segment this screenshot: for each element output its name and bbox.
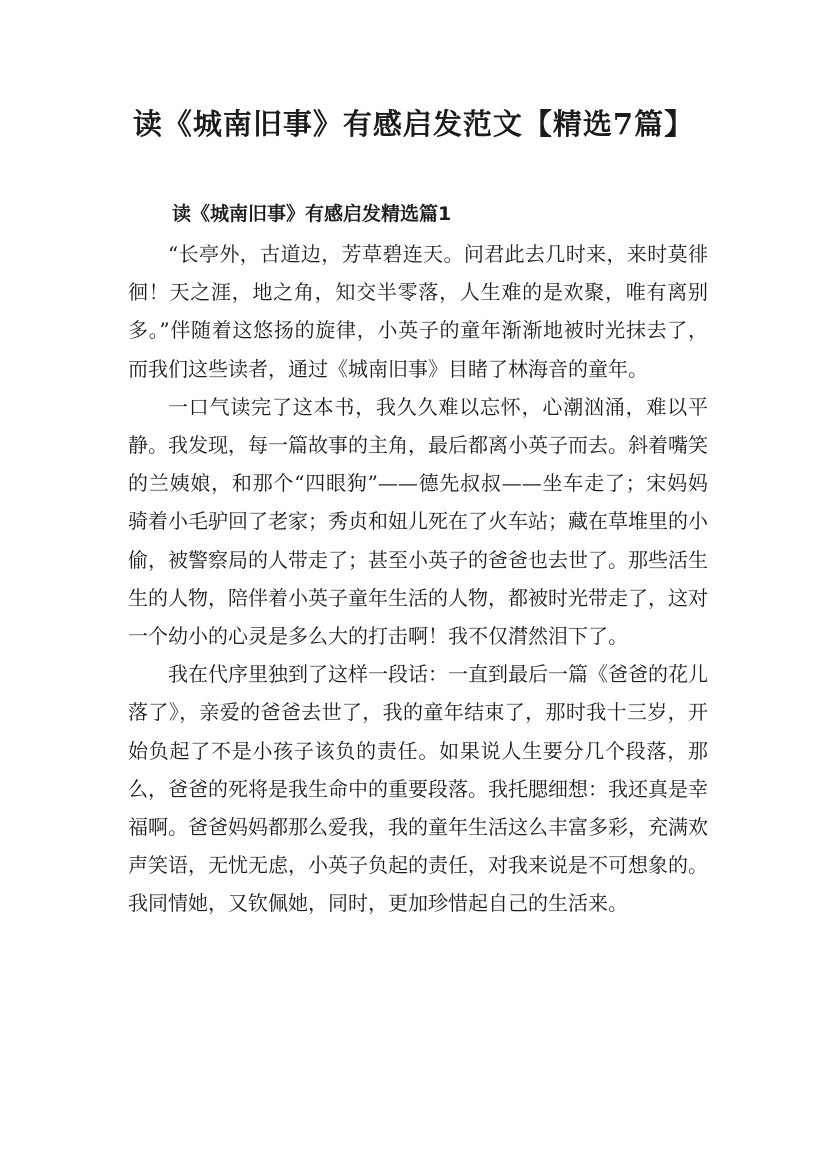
document-title: 读《城南旧事》有感启发范文【精选7篇】 bbox=[132, 107, 695, 141]
paragraph: 一口气读完了这本书，我久久难以忘怀，心潮汹涌，难以平静。我发现，每一篇故事的主角，最后都离小英子而去。斜着嘴笑的兰姨娘，和那个“四眼狗”——德先叔叔——坐车走了；宋妈妈骑着小毛驴回了老家；秀贞和妞儿死在了火车站；藏在草堆里的小偷，被警察局的人带走了；甚至小英子的爸爸也去世了。那些活生生的人物，陪伴着小英子童年生活的人物，都被时光带走了，这对一个幼小的心灵是多么大的打击啊！我不仅潸然泪下了。 bbox=[128, 394, 708, 649]
section-heading: 读《城南旧事》有感启发精选篇1 bbox=[172, 203, 452, 225]
paragraph: 我在代序里独到了这样一段话：一直到最后一篇《爸爸的花儿落了》，亲爱的爸爸去世了，我的童年结束了，那时我十三岁，开始负起了不是小孩子该负的责任。如果说人生要分几个段落，那么，爸爸的死将是我生命中的重要段落。我托腮细想：我还真是幸福啊。爸爸妈妈都那么爱我，我的童年生活这么丰富多彩，充满欢声笑语，无忧无虑，小英子负起的责任，对我来说是不可想象的。我同情她，又钦佩她，同时，更加珍惜起自己的生活来。 bbox=[128, 662, 708, 916]
paragraph: “长亭外，古道边，芳草碧连天。问君此去几时来，来时莫徘徊！天之涯，地之角，知交半零落，人生难的是欢聚，唯有离别多。”伴随着这悠扬的旋律，小英子的童年渐渐地被时光抹去了，而我们这些读者，通过《城南旧事》目睹了林海音的童年。 bbox=[128, 242, 708, 381]
article-body bbox=[128, 235, 708, 923]
